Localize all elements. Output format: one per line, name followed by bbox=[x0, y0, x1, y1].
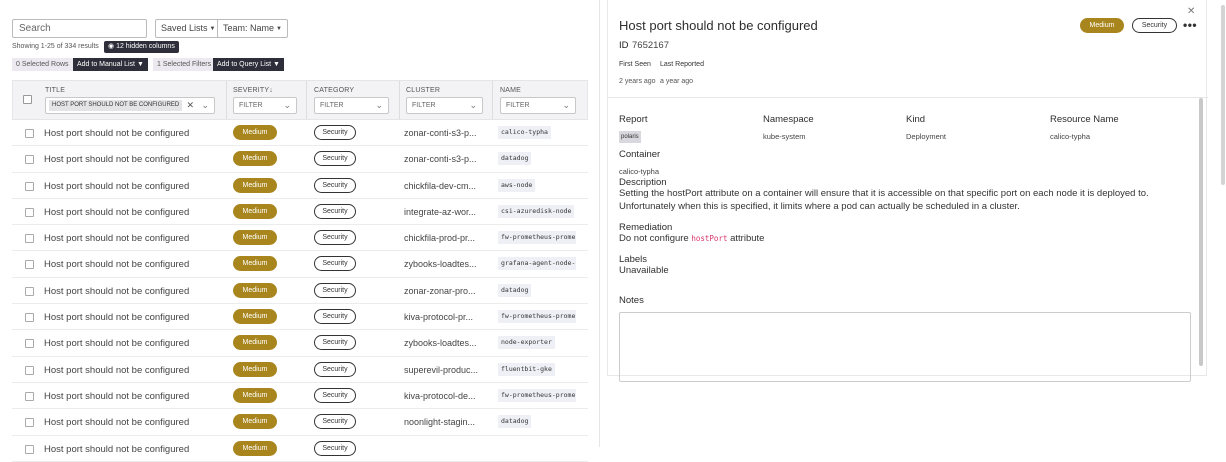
row-title[interactable]: Host port should not be configured bbox=[44, 285, 190, 297]
column-divider bbox=[492, 81, 493, 119]
row-checkbox[interactable] bbox=[25, 208, 34, 217]
column-divider bbox=[306, 81, 307, 119]
category-badge: Security bbox=[314, 335, 356, 350]
row-name: datadog bbox=[498, 415, 531, 428]
category-badge: Security bbox=[314, 414, 356, 429]
row-name: fw-prometheus-prome bbox=[498, 310, 576, 323]
team-label: Team: Name bbox=[223, 23, 275, 33]
severity-badge: Medium bbox=[233, 256, 277, 271]
category-badge: Security bbox=[1132, 18, 1177, 33]
table-header bbox=[12, 80, 588, 120]
severity-badge: Medium bbox=[233, 441, 277, 456]
saved-lists-label: Saved Lists bbox=[161, 23, 208, 33]
table-row[interactable] bbox=[12, 304, 588, 330]
first-seen-value: 2 years ago bbox=[619, 78, 656, 85]
add-to-manual-list-label: Add to Manual List bbox=[77, 61, 135, 68]
row-checkbox[interactable] bbox=[25, 418, 34, 427]
row-title[interactable]: Host port should not be configured bbox=[44, 259, 190, 271]
table-row[interactable] bbox=[12, 173, 588, 199]
caret-down-icon: ▼ bbox=[136, 61, 144, 68]
severity-badge: Medium bbox=[233, 204, 277, 219]
row-name: datadog bbox=[498, 284, 531, 297]
row-title[interactable]: Host port should not be configured bbox=[44, 417, 190, 429]
filter-placeholder: FILTER bbox=[412, 102, 436, 109]
category-badge: Security bbox=[314, 125, 356, 140]
row-cluster: integrate-az-wor... bbox=[404, 206, 477, 217]
selected-rows-count: 0 Selected Rows bbox=[12, 58, 73, 71]
saved-lists-dropdown[interactable] bbox=[155, 19, 221, 38]
close-icon[interactable]: ✕ bbox=[1187, 6, 1196, 17]
row-name: csi-azuredisk-node bbox=[498, 205, 574, 218]
remediation-code: hostPort bbox=[691, 234, 728, 243]
table-row[interactable] bbox=[12, 330, 588, 356]
severity-filter[interactable] bbox=[233, 97, 297, 114]
row-title[interactable]: Host port should not be configured bbox=[44, 233, 190, 245]
selected-filters-count: 1 Selected Filters bbox=[153, 58, 215, 71]
row-checkbox[interactable] bbox=[25, 392, 34, 401]
table-row[interactable] bbox=[12, 146, 588, 172]
remediation-text bbox=[619, 233, 1189, 246]
category-badge: Security bbox=[314, 178, 356, 193]
severity-badge: Medium bbox=[1080, 18, 1124, 33]
row-name: fw-prometheus-prome bbox=[498, 231, 576, 244]
eye-icon: ◉ bbox=[108, 43, 115, 50]
sort-down-icon: ↓ bbox=[269, 87, 273, 94]
remediation-prefix: Do not configure bbox=[619, 233, 689, 244]
id-value: 7652167 bbox=[632, 40, 669, 51]
category-badge: Security bbox=[314, 362, 356, 377]
last-reported-value: a year ago bbox=[660, 78, 694, 85]
table-row[interactable] bbox=[12, 251, 588, 277]
container-value: calico-typha bbox=[619, 167, 660, 176]
remediation-suffix: attribute bbox=[730, 233, 765, 244]
row-cluster: kiva-protocol-pr... bbox=[404, 312, 474, 323]
table-row[interactable] bbox=[12, 278, 588, 304]
column-header-cluster[interactable]: CLUSTER bbox=[406, 87, 441, 94]
labels-label: Labels bbox=[619, 254, 647, 265]
row-checkbox[interactable] bbox=[25, 313, 34, 322]
title-filter-chip: HOST PORT SHOULD NOT BE CONFIGURED bbox=[49, 100, 182, 111]
last-reported-label: Last Reported bbox=[660, 61, 704, 68]
report-value: polaris bbox=[619, 131, 641, 143]
select-all-checkbox[interactable] bbox=[23, 95, 32, 104]
category-badge: Security bbox=[314, 283, 356, 298]
row-cluster: zonar-conti-s3-p... bbox=[404, 128, 477, 138]
resource-name-value: calico-typha bbox=[1050, 132, 1091, 141]
row-name: grafana-agent-node- bbox=[498, 257, 576, 270]
row-name: calico-typha bbox=[498, 126, 551, 139]
scrollbar-thumb[interactable] bbox=[1221, 5, 1225, 185]
severity-badge: Medium bbox=[233, 151, 277, 166]
row-cluster: zybooks-loadtes... bbox=[404, 259, 477, 270]
add-to-query-list-button[interactable] bbox=[213, 58, 284, 71]
table-row[interactable] bbox=[12, 120, 588, 146]
chevron-down-icon: ⌄ bbox=[375, 100, 383, 110]
hidden-columns-button[interactable] bbox=[104, 41, 179, 53]
column-header-category[interactable]: CATEGORY bbox=[314, 87, 355, 94]
row-checkbox[interactable] bbox=[25, 260, 34, 269]
row-cluster: superevil-produc... bbox=[404, 364, 479, 375]
row-cluster: zonar-zonar-pro... bbox=[404, 285, 476, 296]
severity-badge: Medium bbox=[233, 283, 277, 298]
notes-label: Notes bbox=[619, 295, 644, 306]
chevron-down-icon: ⌄ bbox=[562, 100, 570, 110]
column-divider bbox=[226, 81, 227, 119]
description-text: Setting the hostPort attribute on a container will ensure that it is accessible on that specific port on each node it is deployed to. Unfortunately when this is specified, it limits where a pod can actually be scheduled in a cluster. bbox=[619, 188, 1149, 212]
add-to-query-list-label: Add to Query List bbox=[217, 61, 272, 68]
chevron-down-icon[interactable]: ⌄ bbox=[201, 100, 209, 110]
column-divider bbox=[399, 81, 400, 119]
container-label: Container bbox=[619, 149, 661, 160]
search-input[interactable] bbox=[12, 19, 147, 38]
section-divider bbox=[608, 97, 1208, 98]
more-options-icon[interactable]: ••• bbox=[1183, 18, 1198, 32]
column-header-title[interactable]: TITLE bbox=[45, 87, 66, 94]
namespace-value: kube-system bbox=[763, 132, 806, 141]
detail-title: Host port should not be configured bbox=[619, 18, 818, 33]
severity-badge: Medium bbox=[233, 230, 277, 245]
row-checkbox[interactable] bbox=[25, 155, 34, 164]
hidden-columns-label: 12 hidden columns bbox=[116, 43, 175, 50]
category-badge: Security bbox=[314, 388, 356, 403]
row-checkbox[interactable] bbox=[25, 445, 34, 454]
chevron-down-icon: ⌄ bbox=[469, 100, 477, 110]
row-name: node-exporter bbox=[498, 336, 555, 349]
table-row[interactable] bbox=[12, 357, 588, 383]
labels-value: Unavailable bbox=[619, 265, 669, 276]
table-row[interactable] bbox=[12, 436, 588, 462]
resource-name-label: Resource Name bbox=[1050, 114, 1119, 125]
page-scrollbar[interactable] bbox=[1220, 0, 1226, 447]
notes-textarea[interactable] bbox=[619, 312, 1191, 382]
caret-down-icon: ▼ bbox=[209, 26, 216, 32]
row-cluster: noonlight-stagin... bbox=[404, 417, 476, 428]
severity-badge: Medium bbox=[233, 362, 277, 377]
row-title[interactable]: Host port should not be configured bbox=[44, 443, 190, 455]
category-badge: Security bbox=[314, 441, 356, 456]
first-seen-label: First Seen bbox=[619, 61, 651, 68]
severity-badge: Medium bbox=[233, 335, 277, 350]
category-badge: Security bbox=[314, 309, 356, 324]
row-checkbox[interactable] bbox=[25, 287, 34, 296]
row-title[interactable]: Host port should not be configured bbox=[44, 390, 190, 402]
row-cluster: zonar-conti-s3-p... bbox=[404, 154, 477, 165]
row-title[interactable]: Host port should not be configured bbox=[44, 180, 190, 192]
row-name: datadog bbox=[498, 152, 531, 165]
severity-badge: Medium bbox=[233, 125, 277, 140]
findings-list-panel bbox=[0, 0, 600, 455]
findings-table bbox=[12, 80, 588, 462]
category-badge: Security bbox=[314, 204, 356, 219]
scrollbar-thumb[interactable] bbox=[1199, 98, 1203, 366]
severity-badge: Medium bbox=[233, 178, 277, 193]
severity-badge: Medium bbox=[233, 414, 277, 429]
filter-placeholder: FILTER bbox=[239, 102, 263, 109]
team-dropdown[interactable] bbox=[217, 19, 288, 38]
title-filter[interactable] bbox=[45, 97, 215, 114]
results-count: Showing 1-25 of 334 results bbox=[12, 43, 99, 50]
row-cluster: kiva-protocol-de... bbox=[404, 390, 476, 401]
detail-scrollbar[interactable] bbox=[1198, 98, 1204, 376]
severity-badge: Medium bbox=[233, 388, 277, 403]
severity-badge: Medium bbox=[233, 309, 277, 324]
row-title[interactable]: Host port should not be configured bbox=[44, 206, 190, 218]
remediation-label: Remediation bbox=[619, 222, 673, 233]
table-body bbox=[12, 120, 588, 462]
row-name: fw-prometheus-prome bbox=[498, 389, 576, 402]
cluster-filter[interactable] bbox=[406, 97, 483, 114]
table-row[interactable] bbox=[12, 225, 588, 251]
filter-placeholder: FILTER bbox=[320, 102, 344, 109]
column-header-severity[interactable] bbox=[233, 87, 273, 94]
row-title[interactable]: Host port should not be configured bbox=[44, 128, 190, 139]
id-label: ID bbox=[619, 40, 629, 51]
row-name: fluentbit-gke bbox=[498, 363, 555, 376]
row-checkbox[interactable] bbox=[25, 182, 34, 191]
caret-down-icon: ▼ bbox=[273, 61, 280, 68]
row-cluster: chickfila-dev-cm... bbox=[404, 180, 477, 191]
row-checkbox[interactable] bbox=[25, 366, 34, 375]
kind-label: Kind bbox=[906, 114, 926, 125]
add-to-manual-list-button[interactable] bbox=[73, 58, 148, 71]
finding-detail-panel bbox=[607, 0, 1207, 376]
chevron-down-icon: ⌄ bbox=[283, 100, 291, 110]
column-header-name[interactable]: NAME bbox=[500, 87, 522, 94]
row-name: aws-node bbox=[498, 179, 535, 192]
row-checkbox[interactable] bbox=[25, 129, 34, 138]
table-row[interactable] bbox=[12, 199, 588, 225]
category-badge: Security bbox=[314, 256, 356, 271]
severity-header-label: SEVERITY bbox=[233, 87, 270, 94]
row-cluster: chickfila-prod-pr... bbox=[404, 233, 476, 244]
caret-down-icon: ▼ bbox=[276, 26, 282, 32]
kind-value: Deployment bbox=[906, 132, 947, 141]
row-title[interactable]: Host port should not be configured bbox=[44, 312, 190, 324]
report-label: Report bbox=[619, 114, 648, 125]
description-label: Description bbox=[619, 177, 667, 188]
clear-filter-icon[interactable]: ✕ bbox=[186, 100, 194, 110]
row-checkbox[interactable] bbox=[25, 339, 34, 348]
category-filter[interactable] bbox=[314, 97, 389, 114]
row-title[interactable]: Host port should not be configured bbox=[44, 364, 190, 376]
category-badge: Security bbox=[314, 151, 356, 166]
row-title[interactable]: Host port should not be configured bbox=[44, 154, 190, 166]
filter-placeholder: FILTER bbox=[506, 102, 530, 109]
row-title[interactable]: Host port should not be configured bbox=[44, 338, 190, 350]
namespace-label: Namespace bbox=[763, 114, 814, 125]
category-badge: Security bbox=[314, 230, 356, 245]
name-filter[interactable] bbox=[500, 97, 576, 114]
row-cluster: zybooks-loadtes... bbox=[404, 338, 477, 349]
row-checkbox[interactable] bbox=[25, 234, 34, 243]
table-row[interactable] bbox=[12, 409, 588, 435]
table-row[interactable] bbox=[12, 383, 588, 409]
